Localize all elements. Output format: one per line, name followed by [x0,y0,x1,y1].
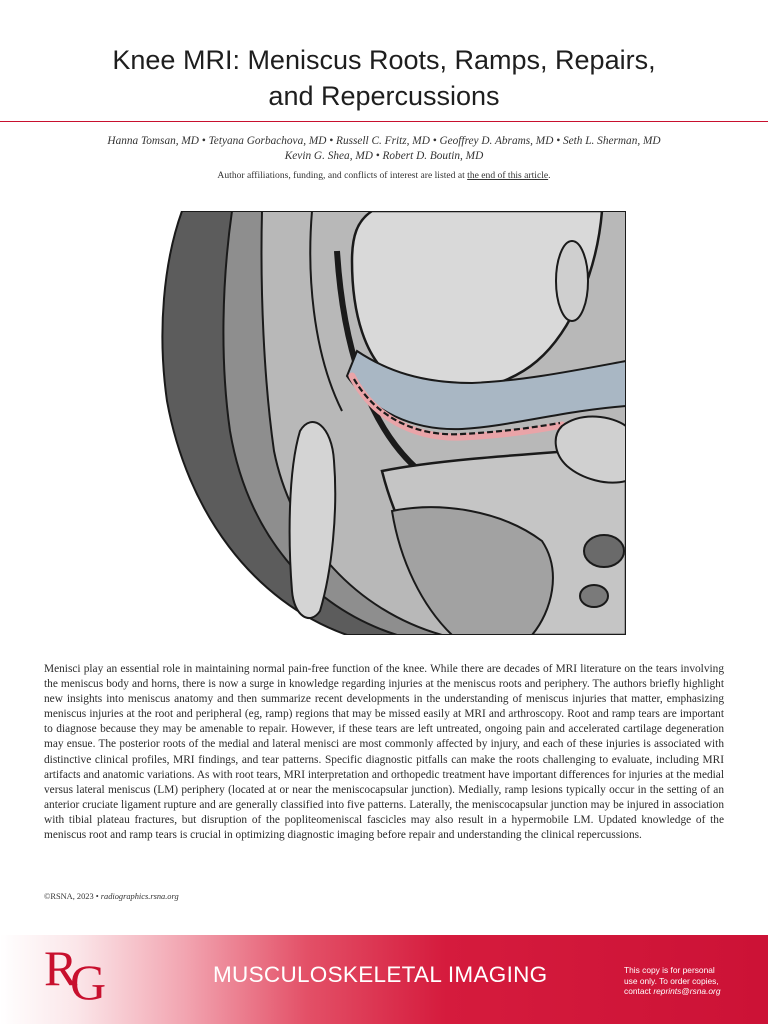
radiographics-logo [40,940,110,1010]
reprint-line-1: This copy is for personal [624,965,715,975]
authors-line-2: Kevin G. Shea, MD • Robert D. Boutin, MD [284,150,484,162]
affiliation-suffix: . [548,170,551,181]
logo-letter-r: R [44,940,78,996]
copyright-prefix: ©RSNA, 2023 • [44,892,101,901]
reprint-line-2: use only. To order copies, [624,975,719,986]
abstract-text: Menisci play an essential role in maintaining normal pain-free function of the knee. While there are decades of MRI literature on the tears involving the meniscus body and horns, there is now a surge in knowledge regarding injuries at the meniscus roots and periphery. The authors briefly highlight new insights into meniscus anatomy and then summarize recent developments in the understanding of meniscus injuries that matter, emphasizing meniscus injuries at the root and peripheral (eg, ramp) regions that may be missed easily at MRI and arthroscopy. Root and ramp tears are important to diagnose because they may be amenable to repair. However, if these tears are left untreated, ongoing pain and accelerated cartilage degeneration may ensue. The posterior roots of the medial and lateral menisci are most commonly affected by injury, and each of these injuries is associated with distinctive clinical profiles, MRI findings, and tear patterns. Specific diagnostic pitfalls can make the roots challenging to evaluate, including MRI artifacts and anatomic variations. As with root tears, MRI interpretation and orthopedic treatment have important differences for injuries at the medial versus lateral meniscus (LM) periphery (located at or near the meniscocapsular junction). Medially, ramp lesions typically occur in the setting of an anterior cruciate ligament rupture and are generally classified into five patterns. Laterally, the meniscocapsular junction may be injured in association with tibial plateau fractures, but disruption of the popliteomeniscal fascicles may also result in a hypermobile LM. Updated knowledge of the meniscus root and ramp tears is crucial in optimizing diagnostic imaging before repair and understanding the clinical repercussions. [44,663,724,842]
authors-line-1: Hanna Tomsan, MD • Tetyana Gorbachova, MD • Russell C. Fritz, MD • Geoffrey D. Abrams, MD • Seth L. Sherman, MD [107,135,661,147]
section-label: MUSCULOSKELETAL IMAGING [213,962,548,987]
journal-site: radiographics.rsna.org [100,892,179,901]
copyright-line [44,892,179,901]
reprint-notice [624,965,744,997]
affiliation-note [60,170,708,182]
end-of-article-link[interactable]: the end of this article [467,170,549,181]
title-line-1: Knee MRI: Meniscus Roots, Ramps, Repairs, [112,45,656,75]
knee-illustration-svg [142,211,626,635]
reprint-email[interactable]: reprints@rsna.org [653,986,721,996]
author-list [60,134,708,164]
title-divider [0,121,768,122]
affiliation-prefix: Author affiliations, funding, and conflicts of interest are listed at [217,170,468,181]
knee-mri-illustration [142,211,626,635]
article-title [40,42,728,114]
title-line-2: and Repercussions [268,81,500,111]
reprint-prefix: contact [624,986,654,996]
logo-letter-g: G [70,954,107,1010]
